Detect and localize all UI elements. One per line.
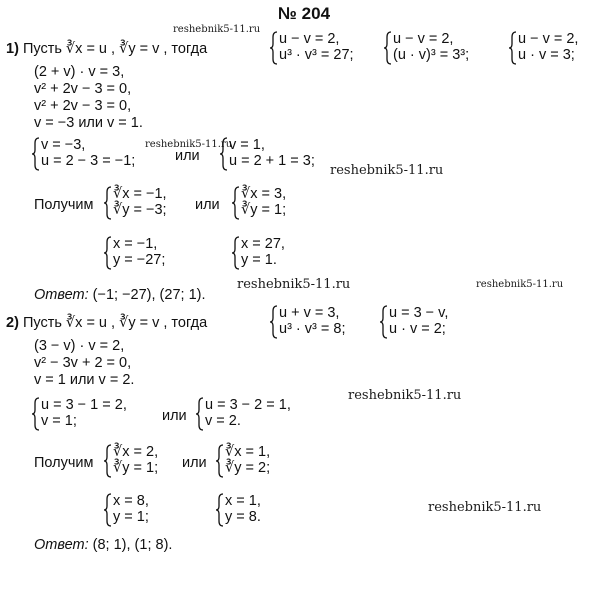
equation: v² + 2v − 3 = 0, <box>34 98 132 114</box>
brace-icon <box>220 137 228 171</box>
brace-icon <box>509 31 517 65</box>
or-word: или <box>195 197 220 213</box>
answer-label: Ответ: <box>34 287 89 303</box>
system-line: u³ · v³ = 27; <box>279 47 354 63</box>
system-line: u − v = 2, <box>279 31 340 47</box>
system-line: ∛x = 2, <box>113 444 159 460</box>
watermark: reshebnik5-11.ru <box>237 277 351 292</box>
system-line: v = 1; <box>41 413 77 429</box>
watermark: reshebnik5-11.ru <box>476 279 564 290</box>
part1-substitution: Пусть ∛x = u , ∛y = v , тогда <box>22 41 208 57</box>
get-label: Получим <box>34 455 94 471</box>
equation: v = −3 или v = 1. <box>34 115 143 131</box>
brace-icon <box>216 444 224 478</box>
part1-number: 1) <box>6 41 19 57</box>
watermark: reshebnik5-11.ru <box>330 163 444 178</box>
system-line: u = 2 + 1 = 3; <box>229 153 315 169</box>
watermark: reshebnik5-11.ru <box>145 139 233 150</box>
system-line: y = 1; <box>113 509 149 525</box>
brace-icon <box>32 137 40 171</box>
part1-intro <box>6 40 207 58</box>
answer-label: Ответ: <box>34 537 89 553</box>
equation: (2 + v) · v = 3, <box>34 64 125 80</box>
system-line: y = −27; <box>113 252 166 268</box>
system-line: u · v = 2; <box>389 321 446 337</box>
watermark: reshebnik5-11.ru <box>348 388 462 403</box>
brace-icon <box>104 236 112 270</box>
brace-icon <box>32 397 40 431</box>
system-line: u − v = 2, <box>518 31 579 47</box>
system-line: y = 8. <box>225 509 261 525</box>
system-line: ∛x = −1, <box>113 186 167 202</box>
equation: (3 − v) · v = 2, <box>34 338 125 354</box>
or-word: или <box>175 148 200 164</box>
system-line: u = 3 − 1 = 2, <box>41 397 127 413</box>
system-line: x = 27, <box>241 236 285 252</box>
system-line: x = 8, <box>113 493 149 509</box>
system-line: x = 1, <box>225 493 261 509</box>
system-line: u = 3 − v, <box>389 305 449 321</box>
get-label: Получим <box>34 197 94 213</box>
system-line: ∛y = 1; <box>241 202 287 218</box>
equation: v² + 2v − 3 = 0, <box>34 81 132 97</box>
system-line: ∛y = 2; <box>225 460 271 476</box>
brace-icon <box>380 305 388 339</box>
system-line: ∛y = −3; <box>113 202 167 218</box>
system-line: v = 2. <box>205 413 241 429</box>
brace-icon <box>270 31 278 65</box>
watermark: reshebnik5-11.ru <box>428 500 542 515</box>
system-line: x = −1, <box>113 236 158 252</box>
system-line: u³ · v³ = 8; <box>279 321 346 337</box>
watermark: reshebnik5-11.ru <box>173 24 261 35</box>
system-line: u − v = 2, <box>393 31 454 47</box>
system-line: ∛y = 1; <box>113 460 159 476</box>
brace-icon <box>196 397 204 431</box>
answer-1 <box>34 286 206 304</box>
equation: v = 1 или v = 2. <box>34 372 135 388</box>
system-line: u = 2 − 3 = −1; <box>41 153 136 169</box>
system-line: (u · v)³ = 3³; <box>393 47 470 63</box>
system-line: v = −3, <box>41 137 86 153</box>
brace-icon <box>104 186 112 220</box>
system-line: ∛x = 1, <box>225 444 271 460</box>
part2-substitution: Пусть ∛x = u , ∛y = v , тогда <box>22 315 208 331</box>
brace-icon <box>216 493 224 527</box>
brace-icon <box>104 493 112 527</box>
equation: v² − 3v + 2 = 0, <box>34 355 132 371</box>
system-line: y = 1. <box>241 252 277 268</box>
answer-value: (−1; −27), (27; 1). <box>92 287 206 303</box>
answer-value: (8; 1), (1; 8). <box>92 537 173 553</box>
system-line: u · v = 3; <box>518 47 575 63</box>
or-word: или <box>162 408 187 424</box>
or-word: или <box>182 455 207 471</box>
system-line: ∛x = 3, <box>241 186 287 202</box>
brace-icon <box>232 236 240 270</box>
brace-icon <box>384 31 392 65</box>
system-line: u + v = 3, <box>279 305 340 321</box>
part2-intro <box>6 314 207 332</box>
brace-icon <box>270 305 278 339</box>
problem-title: № 204 <box>278 4 331 23</box>
system-line: u = 3 − 2 = 1, <box>205 397 291 413</box>
brace-icon <box>232 186 240 220</box>
brace-icon <box>104 444 112 478</box>
system-line: v = 1, <box>229 137 265 153</box>
answer-2 <box>34 536 172 554</box>
part2-number: 2) <box>6 315 19 331</box>
